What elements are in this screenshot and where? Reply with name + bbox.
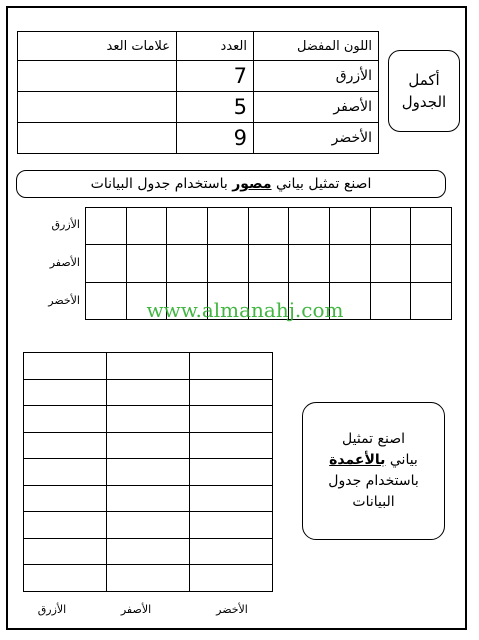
header-count: العدد: [177, 32, 254, 61]
bar-grid-cell[interactable]: [24, 538, 107, 565]
bar-grid-cell[interactable]: [24, 406, 107, 433]
header-color: اللون المفضل: [254, 32, 379, 61]
tally-cell[interactable]: [18, 92, 177, 123]
bar-grid-cell[interactable]: [190, 379, 273, 406]
pictograph-cell[interactable]: [207, 208, 248, 245]
data-table: [17, 31, 379, 154]
bar-grid-cell[interactable]: [24, 512, 107, 539]
bar-grid-cell[interactable]: [107, 565, 190, 592]
bar-grid-cell[interactable]: [190, 432, 273, 459]
bar-grid-row: [24, 353, 273, 380]
bar-grid-cell[interactable]: [190, 485, 273, 512]
bar-box-line1: اصنع تمثيل: [342, 431, 405, 447]
complete-box-line2: الجدول: [401, 93, 447, 111]
pictograph-cell[interactable]: [86, 282, 127, 319]
pictograph-cell[interactable]: [86, 245, 127, 282]
count-cell: 5: [177, 92, 254, 123]
bar-grid-cell[interactable]: [190, 406, 273, 433]
bar-grid-row: [24, 485, 273, 512]
bar-grid-row: [24, 406, 273, 433]
table-row: [18, 123, 379, 154]
pictograph-cell[interactable]: [411, 208, 452, 245]
pictograph-cell[interactable]: [207, 245, 248, 282]
count-cell: 9: [177, 123, 254, 154]
bar-grid-cell[interactable]: [190, 538, 273, 565]
bar-grid-row: [24, 432, 273, 459]
complete-table-box: [388, 50, 460, 132]
pictograph-row-label: الأخضر: [48, 294, 80, 307]
pictograph-cell[interactable]: [167, 245, 208, 282]
bar-grid-cell[interactable]: [107, 538, 190, 565]
bar-grid-cell[interactable]: [24, 485, 107, 512]
bar-grid-cell[interactable]: [24, 459, 107, 486]
watermark: www.almanahj.com: [146, 298, 344, 322]
count-cell: 7: [177, 61, 254, 92]
pictograph-cell[interactable]: [370, 208, 411, 245]
pictograph-cell[interactable]: [370, 245, 411, 282]
bar-box-line3: باستخدام جدول: [328, 473, 419, 489]
tally-cell[interactable]: [18, 123, 177, 154]
bar-grid-cell[interactable]: [107, 379, 190, 406]
header-tally: علامات العد: [18, 32, 177, 61]
instruction-before: اصنع تمثيل بياني: [275, 176, 372, 192]
tally-cell[interactable]: [18, 61, 177, 92]
pictograph-row-label: الأصفر: [49, 256, 80, 269]
complete-box-line1: أكمل: [408, 71, 440, 89]
pictograph-cell[interactable]: [329, 245, 370, 282]
pictograph-cell[interactable]: [289, 208, 330, 245]
bar-grid-cell[interactable]: [190, 512, 273, 539]
bar-grid-cell[interactable]: [107, 353, 190, 380]
bar-grid-cell[interactable]: [107, 432, 190, 459]
bar-grid-row: [24, 565, 273, 592]
bar-grid-cell[interactable]: [24, 379, 107, 406]
pictograph-cell[interactable]: [411, 245, 452, 282]
bar-grid-row: [24, 512, 273, 539]
color-cell: الأصفر: [254, 92, 379, 123]
bar-grid-cell[interactable]: [24, 565, 107, 592]
bar-chart-instruction-box: [302, 402, 445, 540]
bar-grid-row: [24, 538, 273, 565]
pictograph-instruction: [16, 170, 446, 198]
bar-label-green: الأخضر: [216, 603, 248, 616]
pictograph-cell[interactable]: [248, 245, 289, 282]
pictograph-cell[interactable]: [411, 282, 452, 319]
bar-grid-cell[interactable]: [24, 432, 107, 459]
pictograph-cell[interactable]: [248, 208, 289, 245]
bar-grid-row: [24, 459, 273, 486]
pictograph-row: [86, 245, 452, 282]
bar-box-line2: [329, 450, 418, 471]
bar-box-line2-before: بياني: [389, 452, 418, 468]
bar-label-blue: الأزرق: [37, 603, 67, 616]
bar-grid-cell[interactable]: [107, 459, 190, 486]
pictograph-cell[interactable]: [370, 282, 411, 319]
bar-box-line4: البيانات: [352, 494, 395, 510]
pictograph-cell[interactable]: [86, 208, 127, 245]
bar-grid-cell[interactable]: [24, 353, 107, 380]
pictograph-row: [86, 208, 452, 245]
instruction-bold: مصور: [232, 176, 272, 192]
bar-grid-row: [24, 379, 273, 406]
bar-grid-cell[interactable]: [190, 459, 273, 486]
instruction-after: باستخدام جدول البيانات: [90, 176, 228, 192]
bar-grid-cell[interactable]: [107, 406, 190, 433]
pictograph-cell[interactable]: [167, 208, 208, 245]
pictograph-cell[interactable]: [126, 208, 167, 245]
color-cell: الأخضر: [254, 123, 379, 154]
bar-chart-grid: [23, 352, 273, 592]
bar-grid-cell[interactable]: [190, 565, 273, 592]
table-row: [18, 61, 379, 92]
pictograph-cell[interactable]: [329, 208, 370, 245]
bar-grid-cell[interactable]: [190, 353, 273, 380]
bar-grid-cell[interactable]: [107, 485, 190, 512]
color-cell: الأزرق: [254, 61, 379, 92]
pictograph-cell[interactable]: [126, 245, 167, 282]
bar-box-line2-bold: بالأعمدة: [329, 452, 386, 468]
pictograph-cell[interactable]: [289, 245, 330, 282]
table-header-row: [18, 32, 379, 61]
pictograph-row-label: الأزرق: [51, 218, 80, 231]
table-row: [18, 92, 379, 123]
bar-label-yellow: الأصفر: [120, 603, 152, 616]
bar-grid-cell[interactable]: [107, 512, 190, 539]
